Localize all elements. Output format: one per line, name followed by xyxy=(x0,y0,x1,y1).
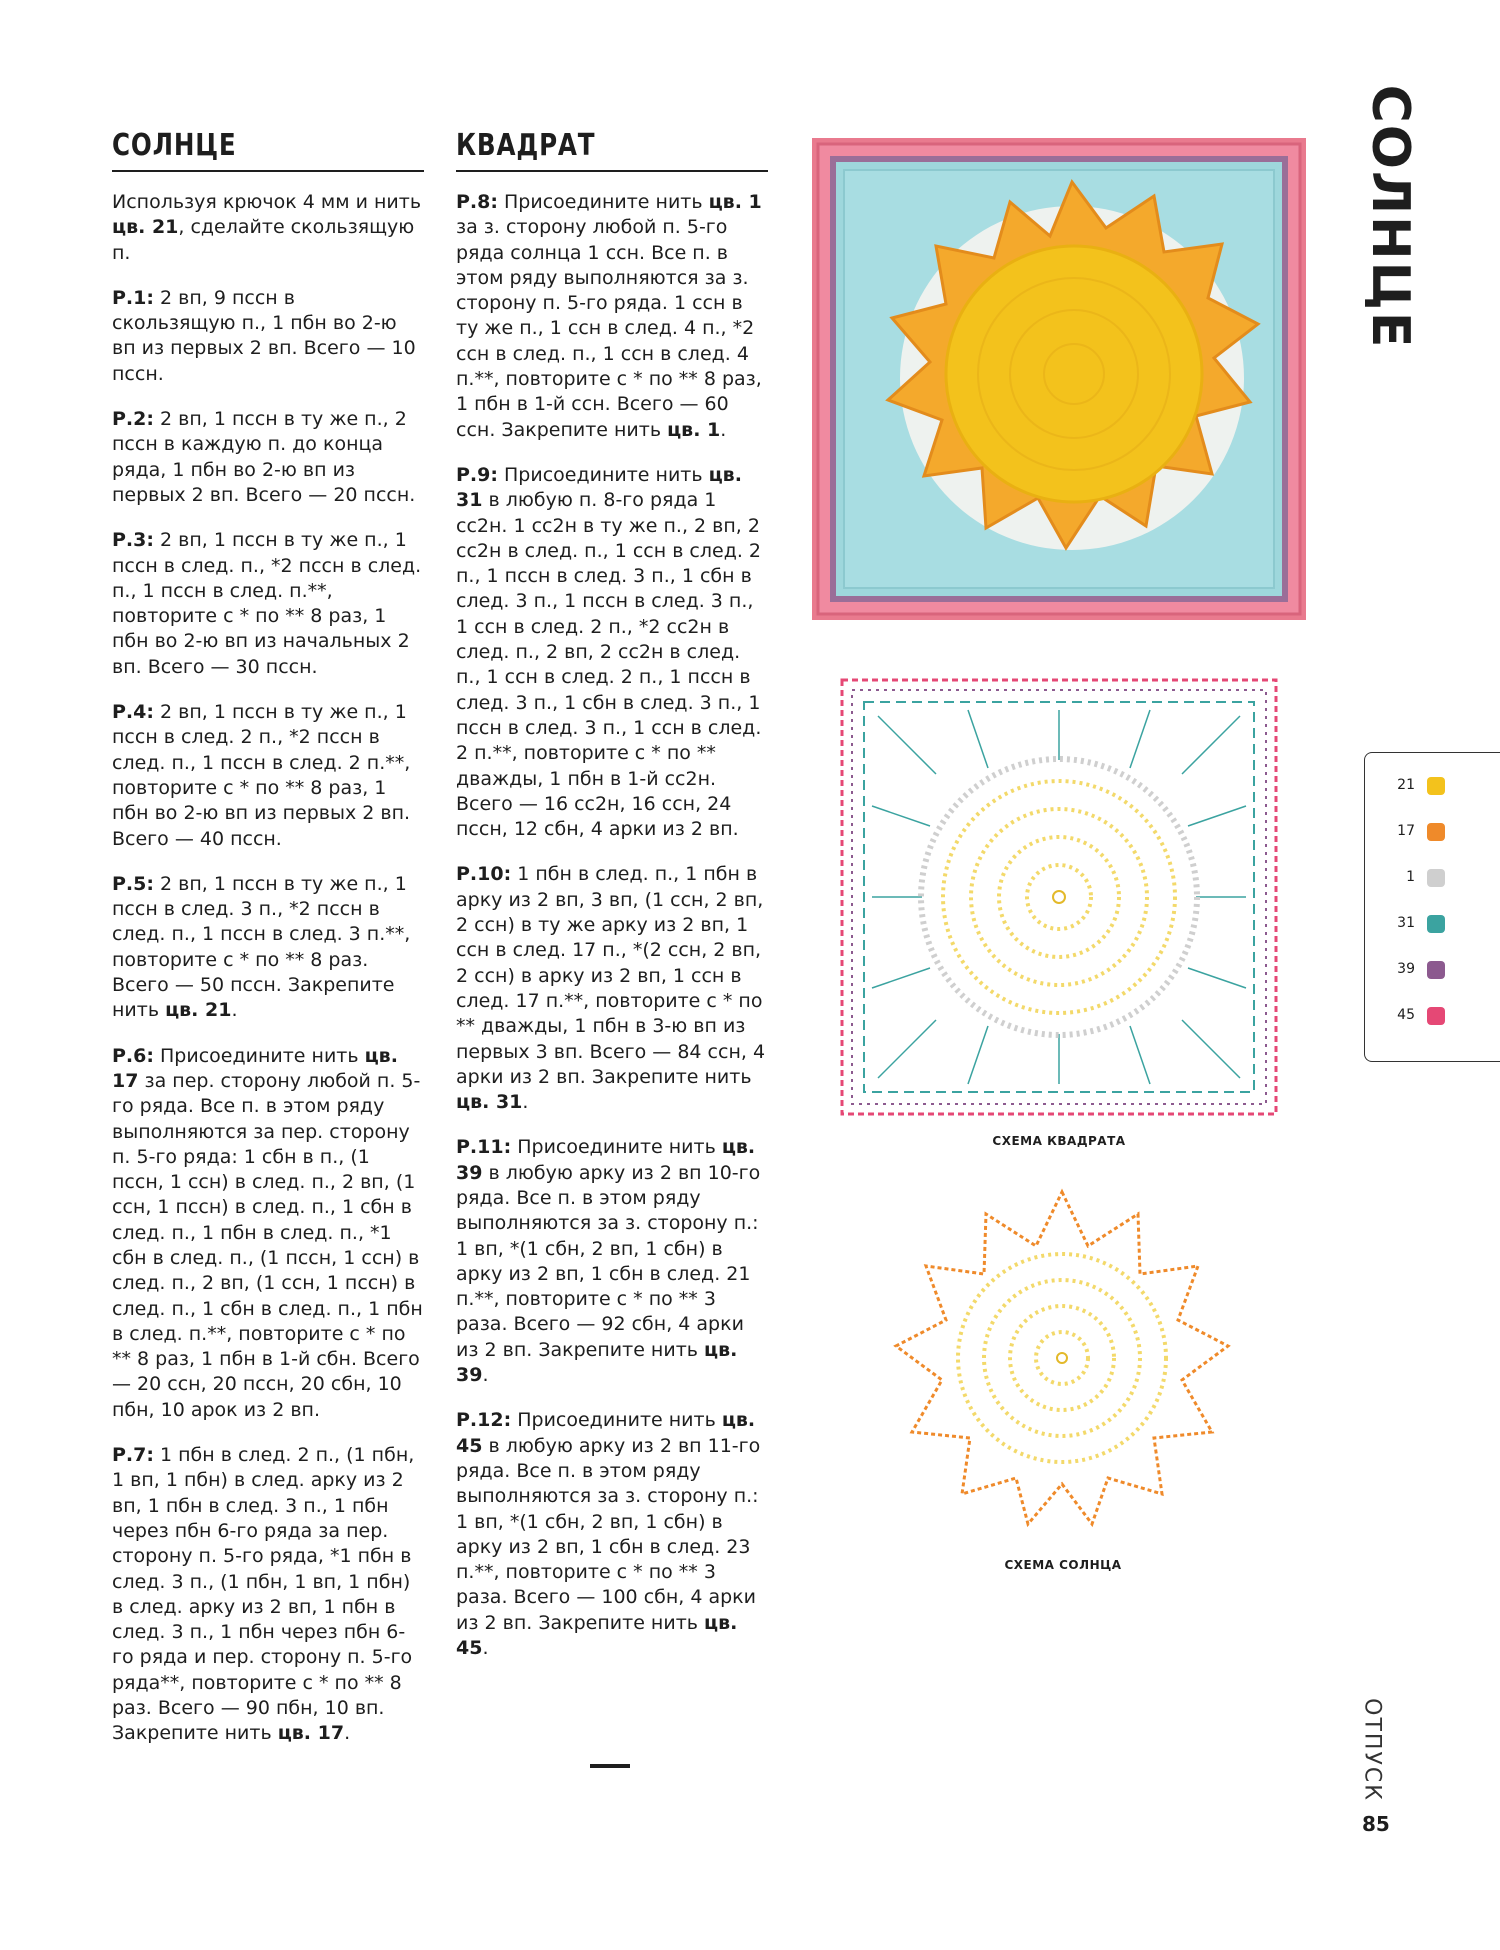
square-chart xyxy=(838,676,1280,1118)
legend-color-number: 45 xyxy=(1397,1007,1415,1023)
rubric-text: ОТПУСК xyxy=(1359,1698,1385,1802)
legend-item xyxy=(1365,867,1485,891)
sun-paragraph-6: Р.5: 2 вп, 1 пссн в ту же п., 1 пссн в след. 3 п., *2 пссн в след. п., 1 пссн в след. 3 п.**, повторите с * по ** 8 раз. Всего — 50 пссн. Закрепите нить цв. 21. xyxy=(112,872,411,1022)
rubric xyxy=(1352,1700,1392,1800)
square-paragraph-3: Р.10: 1 пбн в след. п., 1 пбн в арку из 2 вп, 3 вп, (1 ссн, 2 вп, 2 ссн) в ту же арку из 2 вп, 1 ссн в след. 17 п., *(2 ссн, 2 вп, 2 ссн) в арку из 2 вп, 1 ссн в след. 17 п.**, повторите с * по ** дважды, 1 пбн в 3-ю вп из первых 3 вп. Всего — 84 ссн, 4 арки из 2 вп. Закрепите нить цв. 31. xyxy=(456,863,766,1114)
sun-paragraph-2: Р.1: 2 вп, 9 пссн в скользящую п., 1 пбн во 2-ю вп из первых 2 вп. Всего — 10 пссн. xyxy=(112,286,416,385)
color-legend xyxy=(1364,752,1500,1062)
title-rule xyxy=(456,170,768,172)
legend-color-number: 1 xyxy=(1406,869,1415,885)
sun-paragraph-8: Р.7: 1 пбн в след. 2 п., (1 пбн, 1 вп, 1 пбн) в след. арку из 2 вп, 1 пбн в след. 3 п., 1 пбн через пбн 6-го ряда за пер. сторону п. 5-го ряда, *1 пбн в след. 3 п., (1 пбн, 1 вп, 1 пбн) в след. арку из 2 вп, 1 пбн в след. 3 п., 1 пбн через пбн 6-го ряда и пер. сторону п. 5-го ряда**, повторите с * по ** 8 раз. Всего — 90 пбн, 10 вп. Закрепите нить цв. 17. xyxy=(112,1444,415,1745)
square-paragraph-5: Р.12: Присоедините нить цв. 45 в любую арку из 2 вп 11-го ряда. Все п. в этом ряду выполняются за з. сторону п.: 1 вп, *(1 сбн, 2 вп, 1 сбн) в арку из 2 вп, 1 сбн в след. 23 п.**, повторите с * по ** 3 раза. Всего — 100 сбн, 4 арки из 2 вп. Закрепите нить цв. 45. xyxy=(456,1409,761,1660)
sun-paragraph-5: Р.4: 2 вп, 1 пссн в ту же п., 1 пссн в след. 2 п., *2 пссн в след. п., 1 пссн в след. 2 п.**, повторите с * по ** 8 раз, 1 пбн во 2-ю вп из первых 2 вп. Всего — 40 пссн. xyxy=(112,701,411,850)
legend-item xyxy=(1365,1005,1485,1029)
square-paragraph-1: Р.8: Присоедините нить цв. 1 за з. сторону любой п. 5-го ряда солнца 1 ссн. Все п. в этом ряду выполняются за з. сторону п. 5-го ряда. 1 ссн в ту же п., 1 ссн в след. 4 п., *2 ссн в след. п., 1 ссн в след. 4 п.**, повторите с * по ** 8 раз, 1 пбн в 1-й ссн. Всего — 60 ссн. Закрепите нить цв. 1. xyxy=(456,191,762,441)
caption-sun-chart: СХЕМА СОЛНЦА xyxy=(1004,1558,1122,1572)
vertical-title xyxy=(1360,84,1420,350)
end-mark xyxy=(590,1764,630,1768)
column-middle xyxy=(456,128,768,1681)
caption-square-chart: СХЕМА КВАДРАТА xyxy=(992,1134,1126,1148)
instructions-square xyxy=(456,190,768,1661)
legend-swatch xyxy=(1427,1007,1445,1025)
legend-color-number: 39 xyxy=(1397,961,1415,977)
legend-swatch xyxy=(1427,869,1445,887)
sun-paragraph-4: Р.3: 2 вп, 1 пссн в ту же п., 1 пссн в след. п., *2 пссн в след. п., 1 пссн в след. п.**, повторите с * по ** 8 раз, 1 пбн во 2-ю вп из начальных 2 вп. Всего — 30 пссн. xyxy=(112,529,422,678)
legend-item xyxy=(1365,775,1485,799)
legend-item xyxy=(1365,959,1485,983)
sun-chart xyxy=(892,1188,1232,1528)
title-rule xyxy=(112,170,424,172)
legend-item xyxy=(1365,913,1485,937)
legend-color-number: 31 xyxy=(1397,915,1415,931)
vertical-title-text: СОЛНЦЕ xyxy=(1360,84,1420,350)
sun-paragraph-7: Р.6: Присоедините нить цв. 17 за пер. сторону любой п. 5-го ряда. Все п. в этом ряду выполняются за пер. сторону п. 5-го ряда: 1 сбн в п., (1 пссн, 1 ссн) в след. п., 2 вп, (1 ссн, 1 пссн) в след. п., 1 сбн в след. п., 1 пбн в след. п., *1 сбн в след. п., (1 пссн, 1 ссн) в след. п., 2 вп, (1 ссн, 1 пссн) в след. п., 1 сбн в след. п., 1 пбн в след. п.**, повторите с * по ** 8 раз, 1 пбн в 1-й сбн. Всего — 20 ссн, 20 пссн, 20 сбн, 10 пбн, 10 арок из 2 вп. xyxy=(112,1044,423,1421)
legend-swatch xyxy=(1427,915,1445,933)
legend-swatch xyxy=(1427,823,1445,841)
sun-paragraph-1: Используя крючок 4 мм и нить цв. 21, сделайте скользящую п. xyxy=(112,191,422,264)
section-title-sun: СОЛНЦЕ xyxy=(112,128,237,163)
legend-item xyxy=(1365,821,1485,845)
legend-swatch xyxy=(1427,961,1445,979)
square-paragraph-4: Р.11: Присоедините нить цв. 39 в любую арку из 2 вп 10-го ряда. Все п. в этом ряду выполняются за з. сторону п.: 1 вп, *(1 сбн, 2 вп, 1 сбн) в арку из 2 вп, 1 сбн в след. 21 п.**, повторите с * по ** 3 раза. Всего — 92 сбн, 4 арки из 2 вп. Закрепите нить цв. 39. xyxy=(456,1136,761,1387)
section-title-square: КВАДРАТ xyxy=(456,128,596,163)
page-number: 85 xyxy=(1362,1812,1390,1836)
instructions-sun xyxy=(112,190,424,1747)
column-left xyxy=(112,128,424,1767)
legend-color-number: 17 xyxy=(1397,823,1415,839)
photo-crochet-square xyxy=(812,138,1306,620)
legend-swatch xyxy=(1427,777,1445,795)
legend-color-number: 21 xyxy=(1397,777,1415,793)
square-paragraph-2: Р.9: Присоедините нить цв. 31 в любую п. 8-го ряда 1 сс2н. 1 сс2н в ту же п., 2 вп, 2 сс2н в след. п., 1 ссн в след. 2 п., 1 пссн в след. 3 п., 1 сбн в след. 3 п., 1 пссн в след. 3 п., 1 ссн в след. 2 п., *2 сс2н в след. п., 2 вп, 2 сс2н в след. п., 1 ссн в след. 2 п., 1 пссн в след. 3 п., 1 сбн в след. 3 п., 1 пссн в след. 3 п., 1 ссн в след. 2 п.**, повторите с * по ** дважды, 1 пбн в 1-й сс2н. Всего — 16 сс2н, 16 ссн, 24 пссн, 12 сбн, 4 арки из 2 вп. xyxy=(456,463,762,841)
sun-paragraph-3: Р.2: 2 вп, 1 пссн в ту же п., 2 пссн в каждую п. до конца ряда, 1 пбн во 2-ю вп из первых 2 вп. Всего — 20 пссн. xyxy=(112,408,416,506)
